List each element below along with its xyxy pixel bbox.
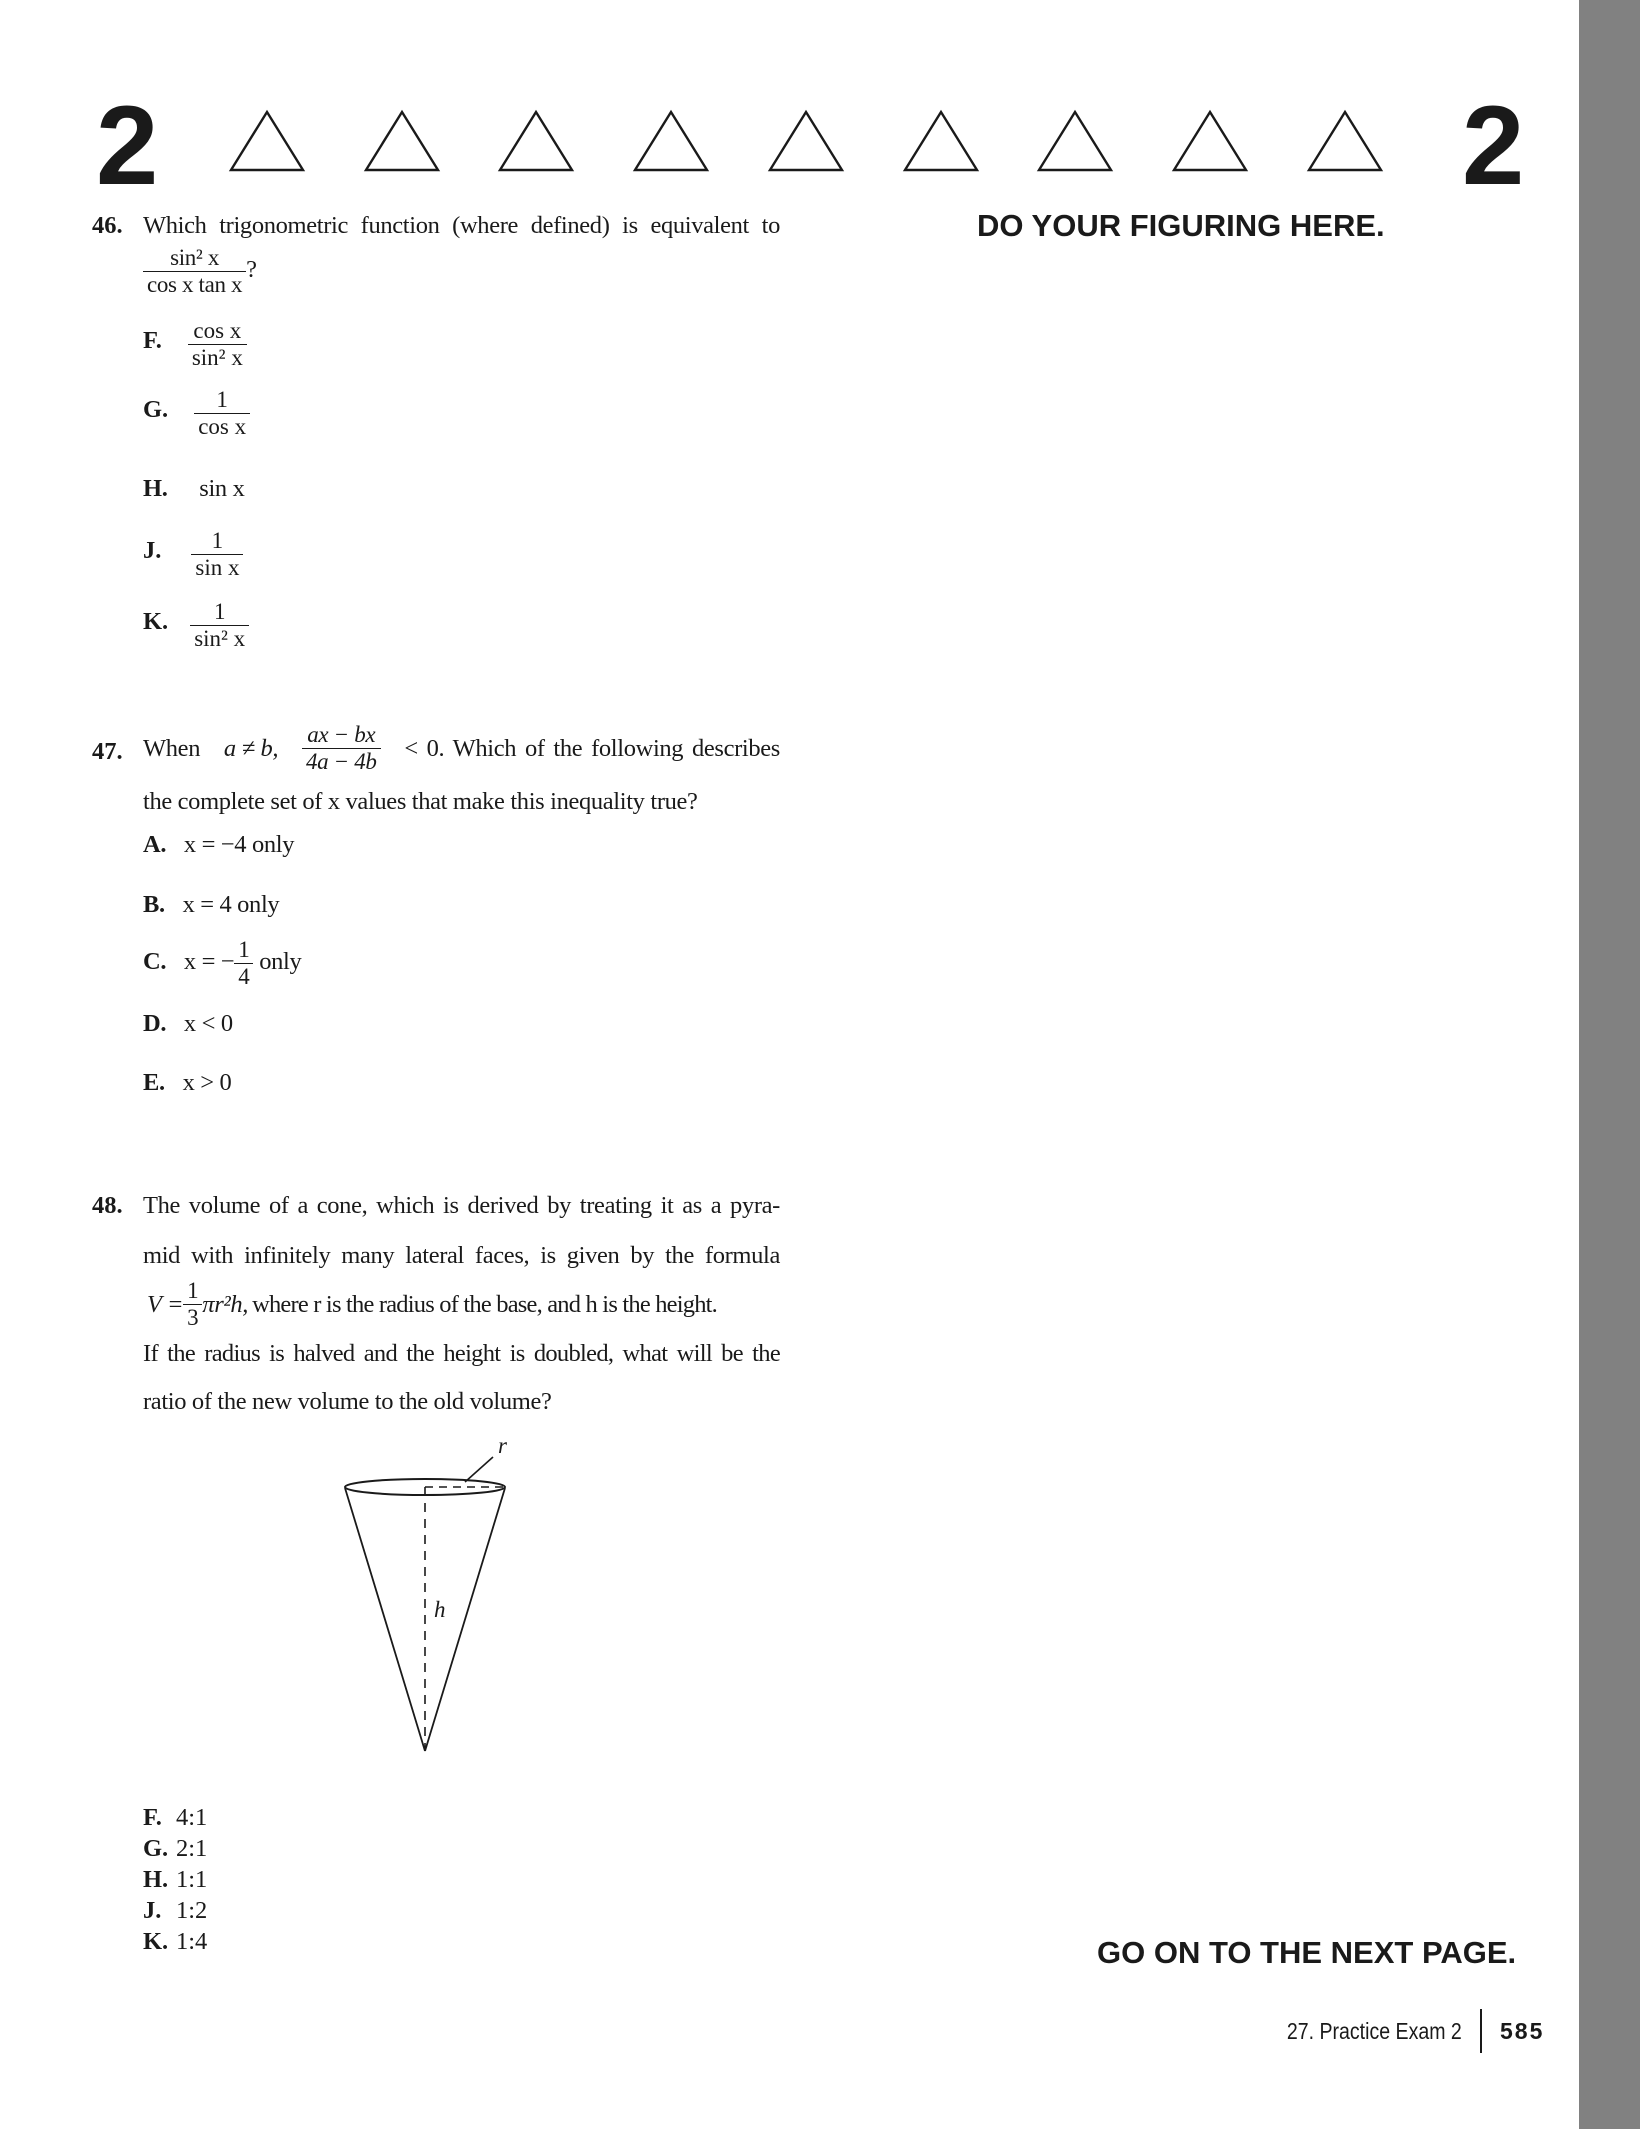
fraction [191,528,243,581]
numerator: ax − bx [307,722,376,747]
numerator: 1 [238,937,250,962]
option-f[interactable] [143,1802,207,1833]
denominator: 3 [183,1304,202,1331]
option-label: D. [143,1010,167,1037]
question-text-line5: ratio of the new volume to the old volume? [143,1388,552,1415]
option-a[interactable] [143,830,294,860]
option-text: x > 0 [182,1069,232,1096]
formula-rest: πr²h, [202,1290,249,1318]
question-number: 47. [92,738,123,765]
numerator: 1 [213,599,226,624]
numerator: sin² x [170,245,220,270]
option-label: C. [143,948,167,976]
option-e[interactable] [143,1068,231,1098]
option-text: x = 4 only [182,891,280,918]
option-label: H. [143,1866,169,1893]
option-label: B. [143,891,165,918]
question-text-line2: the complete set of x values that make this inequality true? [143,788,698,815]
option-k[interactable] [143,599,249,652]
option-label: H. [143,475,168,502]
option-label: F. [143,1804,162,1831]
option-label: F. [143,327,162,355]
formula-lhs: V = [147,1290,184,1318]
question-stem [143,245,257,298]
height-label: h [434,1597,446,1622]
question-text-line1 [143,722,780,775]
text: < 0. Which of the following describes [404,734,780,762]
option-text: sin x [199,475,245,502]
denominator: cos x tan x [143,271,246,298]
fraction [183,1278,202,1331]
triangle-icon [902,109,980,173]
page-edge-tab [1579,0,1640,2129]
option-text: 1:4 [176,1928,208,1955]
option-label: J. [143,1897,162,1924]
fraction [143,245,246,298]
question-number: 48. [92,1192,123,1219]
option-label: J. [143,537,162,565]
option-label: K. [143,1928,169,1955]
radius-leader [465,1457,493,1482]
option-label: A. [143,831,167,858]
triangle-icon [767,109,845,173]
option-j[interactable] [143,1895,207,1926]
denominator: cos x [194,413,250,440]
triangle-icon [1171,109,1249,173]
question-text-line2: mid with infinitely many lateral faces, is given by the formula [143,1242,780,1269]
numerator: 1 [211,528,224,553]
triangle-icon [1306,109,1384,173]
cone-diagram [330,1430,530,1760]
option-text: x = − [183,948,235,976]
fraction [194,387,250,440]
option-g[interactable] [143,1833,207,1864]
answer-list [143,1802,207,1957]
question-text-line1: The volume of a cone, which is derived by treating it as a pyra- [143,1192,780,1219]
chapter-label: 27. Practice Exam 2 [1287,2018,1462,2044]
option-h[interactable] [143,474,244,504]
radius-label: r [498,1433,507,1458]
option-h[interactable] [143,1864,207,1895]
denominator: sin² x [188,344,247,371]
section-number-right: 2 [1462,83,1525,208]
option-label: G. [143,1835,169,1862]
option-label: G. [143,396,169,424]
option-j[interactable] [143,528,243,581]
formula-explanation: where r is the radius of the base, and h is the height. [252,1290,717,1318]
go-on-note: GO ON TO THE NEXT PAGE. [1097,1935,1517,1970]
option-text: 2:1 [176,1835,208,1862]
option-text: x < 0 [183,1010,233,1037]
figuring-note: DO YOUR FIGURING HERE. [977,208,1385,243]
fraction [190,599,249,652]
page-number: 585 [1500,2018,1545,2044]
section-number-left: 2 [96,83,159,208]
option-f[interactable] [143,318,247,371]
option-text: 4:1 [176,1804,208,1831]
formula-line [143,1278,780,1331]
question-text-line4: If the radius is halved and the height is doubled, what will be the [143,1340,780,1367]
option-text: only [259,948,302,976]
triangle-icon [497,109,575,173]
denominator: sin² x [190,625,249,652]
option-text: 1:2 [176,1897,208,1924]
fraction [302,722,381,775]
option-label: E. [143,1069,165,1096]
option-text: x = −4 only [183,831,295,858]
triangle-icon [363,109,441,173]
fraction [234,937,253,990]
denominator: 4a − 4b [302,748,381,775]
triangle-icon [1036,109,1114,173]
option-b[interactable] [143,890,279,920]
option-text: 1:1 [176,1866,208,1893]
triangle-icon [632,109,710,173]
numerator: cos x [193,318,242,343]
option-c[interactable] [143,937,301,990]
cone-side-left [345,1488,425,1751]
question-mark: ? [246,256,257,284]
option-k[interactable] [143,1926,207,1957]
option-g[interactable] [143,387,250,440]
question-text: Which trigonometric function (where defined) is equivalent to [143,212,780,239]
denominator: 4 [234,963,253,990]
numerator: 1 [216,387,228,412]
text: When [143,734,201,762]
question-number: 46. [92,212,123,239]
denominator: sin x [191,554,243,581]
option-label: K. [143,608,169,636]
fraction [188,318,247,371]
triangle-icon [228,109,306,173]
option-d[interactable] [143,1009,233,1039]
footer-divider [1480,2009,1482,2053]
condition: a ≠ b, [223,734,279,762]
numerator: 1 [187,1278,199,1303]
